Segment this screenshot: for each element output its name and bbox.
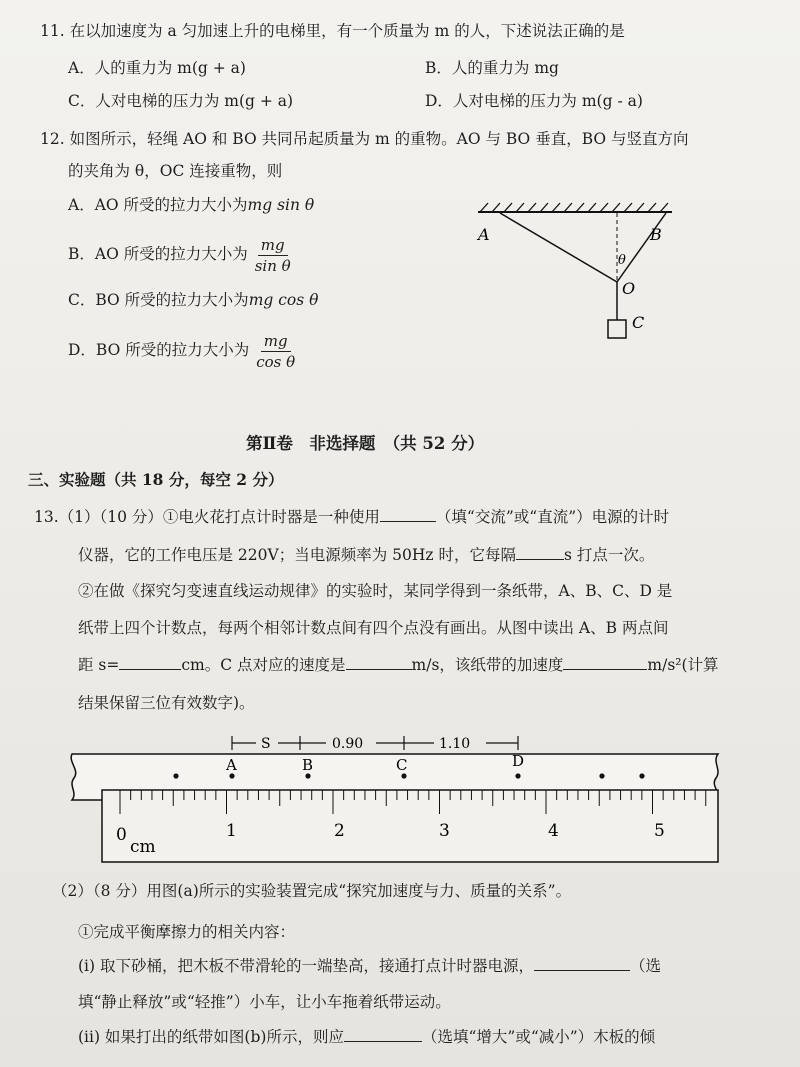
label-theta: θ: [618, 253, 626, 268]
q12-option-d-fraction: [253, 331, 298, 372]
rope-ao: [500, 213, 617, 282]
point-label-d: D: [512, 752, 525, 770]
q13-line6: 结果保留三位有效数字)。: [78, 694, 255, 712]
q11-option-c: C．人对电梯的压力为 m(g + a): [68, 92, 294, 110]
tape-dot-d: [515, 773, 520, 778]
fraction-denominator: sin θ: [254, 256, 291, 275]
q13b-line2: ①完成平衡摩擦力的相关内容：: [78, 923, 296, 941]
q13b-line5-part2: （选填“增大”或“减小”）木板的倾: [421, 1028, 656, 1046]
ruler-number-1: 1: [226, 821, 237, 841]
dim-label-ab-bc: 0.90: [332, 736, 364, 752]
ruler-number-2: 2: [334, 821, 345, 841]
q13b-line5-part1: (ii) 如果打出的纸带如图(b)所示，则应: [78, 1028, 344, 1046]
point-label-b: B: [302, 756, 314, 774]
q13-line5-part3: m/s，该纸带的加速度: [411, 656, 564, 674]
point-label-a: A: [226, 756, 237, 774]
q13b-line3-part2: （选: [629, 957, 661, 975]
weight-block: [608, 320, 626, 338]
q12-option-c-expr: mg cos θ: [248, 291, 319, 309]
part2-title: 第Ⅱ卷 非选择题 （共 52 分）: [246, 434, 485, 453]
ruler-number-0: 0: [116, 825, 127, 845]
q13-line1-part1: 13.（1）（10 分）①电火花打点计时器是一种使用: [34, 508, 380, 526]
answer-blank-current-type[interactable]: [380, 506, 436, 522]
fraction-numerator: mg: [258, 235, 288, 256]
ruler-number-3: 3: [439, 821, 450, 841]
tape-dot: [599, 773, 604, 778]
q12-option-b-fraction: [252, 235, 294, 276]
q11-option-d: D．人对电梯的压力为 m(g - a): [425, 92, 643, 110]
q13-line3: ②在做《探究匀变速直线运动规律》的实验时，某同学得到一条纸带，A、B、C、D 是: [78, 582, 673, 600]
q13-line2: [78, 544, 654, 566]
tape-dot: [173, 773, 178, 778]
q12-option-a-expr: mg sin θ: [247, 196, 315, 214]
q12-option-d-text: D．BO 所受的拉力大小为: [68, 341, 250, 359]
tape-ruler-figure: [66, 728, 726, 868]
q13-line5-part2: cm。C 点对应的速度是: [181, 656, 346, 674]
q13-line4: 纸带上四个计数点，每两个相邻计数点间有四个点没有画出。从图中读出 A、B 两点间: [78, 619, 669, 637]
label-c: C: [632, 313, 645, 332]
q13-line5: [78, 654, 719, 676]
q12-option-d: [68, 328, 298, 372]
dim-label-cd: 1.10: [439, 736, 471, 752]
ceiling-hatch: [480, 203, 668, 212]
q13-line5-part1: 距 s=: [78, 656, 120, 674]
answer-blank-acceleration[interactable]: [563, 654, 647, 670]
ruler-unit-label: cm: [130, 837, 156, 857]
ruler-number-4: 4: [548, 821, 559, 841]
tape-dot-c: [401, 773, 406, 778]
dimension-lines: [232, 736, 518, 750]
q12-stem-line2: 的夹角为 θ，OC 连接重物，则: [68, 162, 283, 180]
point-label-c: C: [396, 756, 408, 774]
label-b: B: [650, 225, 662, 244]
fraction-numerator: mg: [261, 331, 291, 352]
q11-stem: 11. 在以加速度为 a 匀加速上升的电梯里，有一个质量为 m 的人，下述说法正确的是: [40, 22, 625, 40]
q12-rope-diagram: [470, 200, 690, 350]
q13-line5-part4: m/s²(计算: [647, 656, 719, 674]
fraction-denominator: cos θ: [256, 352, 296, 371]
q12-option-b: [68, 232, 294, 276]
q11-option-a: A．人的重力为 m(g + a): [68, 59, 246, 77]
q13b-line1: （2）（8 分）用图(a)所示的实验装置完成“探究加速度与力、质量的关系”。: [52, 882, 572, 900]
rope-bo: [617, 213, 666, 282]
answer-blank-release-method[interactable]: [534, 955, 630, 971]
q13b-line3: [78, 955, 661, 977]
answer-blank-incline[interactable]: [344, 1026, 422, 1042]
q11-option-b: B．人的重力为 mg: [425, 59, 559, 77]
tape-dot-a: [229, 773, 234, 778]
q12-option-c: [68, 289, 318, 311]
q13-line2-part2: s 打点一次。: [563, 546, 655, 564]
tape-dot: [639, 773, 644, 778]
q12-option-c-text: C．BO 所受的拉力大小为: [68, 291, 249, 309]
dim-label-s: S: [261, 736, 271, 752]
q12-option-b-text: B．AO 所受的拉力大小为: [68, 245, 248, 263]
label-o: O: [622, 279, 636, 298]
q13b-line3-part1: (i) 取下砂桶，把木板不带滑轮的一端垫高，接通打点计时器电源，: [78, 957, 534, 975]
q13-line1-part2: （填“交流”或“直流”）电源的计时: [435, 508, 670, 526]
q12-option-a-text: A．AO 所受的拉力大小为: [68, 196, 248, 214]
label-a: A: [478, 225, 490, 244]
tape-dot-b: [305, 773, 310, 778]
q12-stem-line1: 12. 如图所示，轻绳 AO 和 BO 共同吊起质量为 m 的重物。AO 与 BO 垂直，BO 与竖直方向: [40, 130, 689, 148]
answer-blank-velocity[interactable]: [346, 654, 412, 670]
ruler: [102, 790, 718, 862]
ruler-number-5: 5: [654, 821, 665, 841]
answer-blank-distance[interactable]: [119, 654, 181, 670]
q13-line2-part1: 仪器，它的工作电压是 220V；当电源频率为 50Hz 时，它每隔: [78, 546, 516, 564]
q13b-line5: [78, 1026, 655, 1048]
section-3-heading: 三、实验题（共 18 分，每空 2 分）: [28, 470, 284, 489]
answer-blank-interval[interactable]: [516, 544, 564, 560]
q13-line1: [34, 506, 669, 528]
q12-option-a: [68, 194, 314, 216]
q13b-line4: 填“静止释放”或“轻推”）小车，让小车拖着纸带运动。: [78, 993, 451, 1011]
